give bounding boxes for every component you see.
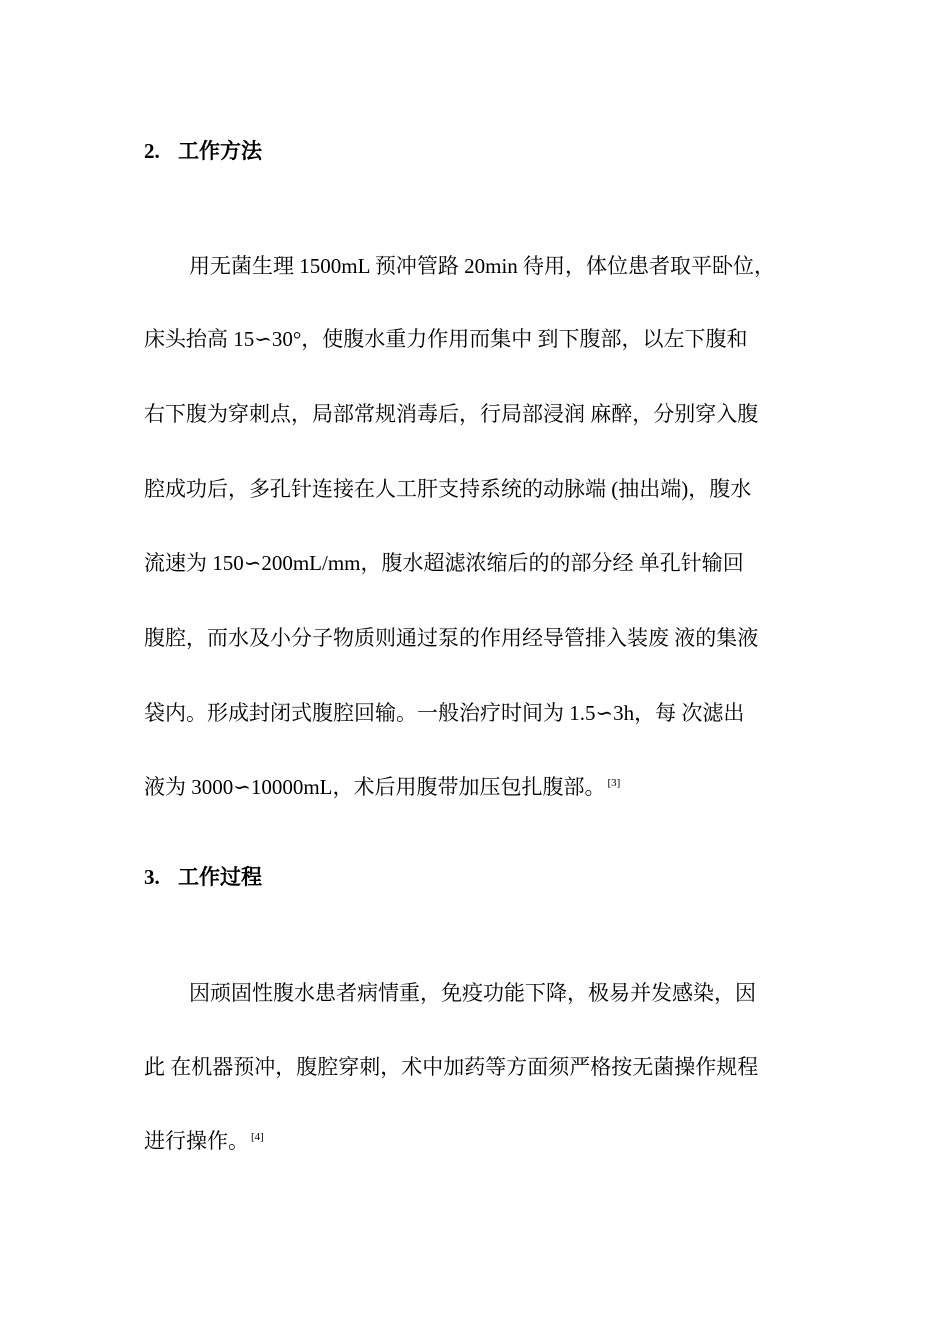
- section-3-line-3: [144, 1126, 264, 1156]
- section-2-line-2: 床头抬高 15∽30°，使腹水重力作用而集中 到下腹部，以左下腹和: [144, 327, 748, 351]
- section-2-line-8: [144, 772, 620, 802]
- section-2-line-6: 腹腔，而水及小分子物质则通过泵的作用经导管排入装废 液的集液: [144, 626, 759, 650]
- section-2-number: 2.: [144, 139, 160, 163]
- section-3-line-1: 因顽固性腹水患者病情重，免疫功能下降，极易并发感染，因: [189, 981, 756, 1005]
- section-2-line-3: 右下腹为穿刺点，局部常规消毒后，行局部浸润 麻醉，分别穿入腹: [144, 402, 759, 426]
- reference-3: [3]: [607, 777, 621, 789]
- section-2-line-5: 流速为 150∽200mL/mm，腹水超滤浓缩后的的部分经 单孔针输回: [144, 551, 744, 575]
- section-2-heading: [144, 136, 262, 166]
- section-3-heading: [144, 862, 262, 892]
- section-2-line-8-text: 液为 3000∽10000mL，术后用腹带加压包扎腹部。: [144, 775, 606, 799]
- section-2-title: 工作方法: [178, 139, 262, 163]
- section-3-title: 工作过程: [178, 865, 262, 889]
- section-2-line-1: 用无菌生理 1500mL 预冲管路 20min 待用，体位患者取平卧位，: [189, 254, 776, 278]
- section-2-line-4: 腔成功后，多孔针连接在人工肝支持系统的动脉端 (抽出端)，腹水: [144, 477, 752, 501]
- section-3-number: 3.: [144, 865, 160, 889]
- reference-4: [4]: [251, 1131, 264, 1143]
- section-3-line-3-text: 进行操作。: [144, 1129, 249, 1153]
- section-2-line-7: 袋内。形成封闭式腹腔回输。一般治疗时间为 1.5∽3h，每 次滤出: [144, 701, 745, 725]
- section-3-line-2: 此 在机器预冲，腹腔穿刺，术中加药等方面须严格按无菌操作规程: [144, 1055, 759, 1079]
